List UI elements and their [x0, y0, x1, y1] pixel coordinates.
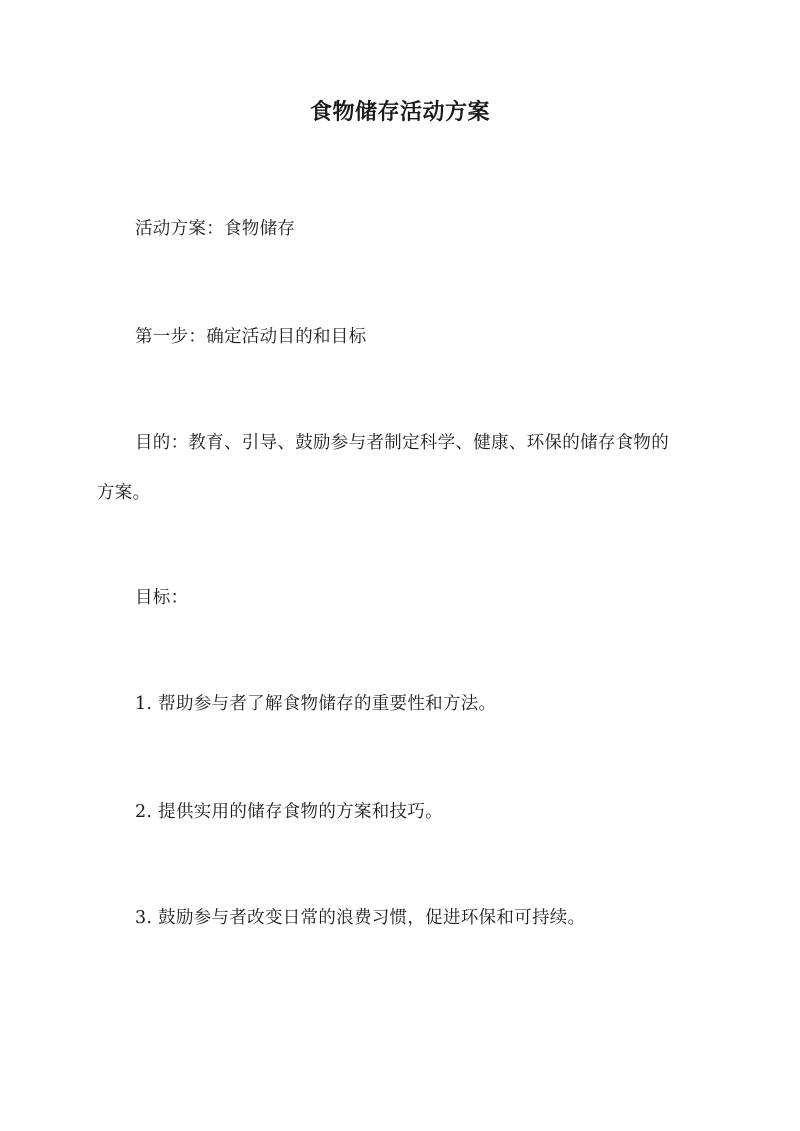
purpose-paragraph-line-2: 方案。 [97, 483, 151, 503]
activity-plan-line: 活动方案：食物储存 [135, 219, 296, 239]
purpose-paragraph-line-1: 目的：教育、引导、鼓励参与者制定科学、健康、环保的储存食物的 [135, 433, 669, 453]
goal-item-2: 2. 提供实用的储存食物的方案和技巧。 [135, 802, 443, 822]
step-one-heading: 第一步：确定活动目的和目标 [135, 327, 367, 347]
document-title: 食物储存活动方案 [309, 99, 490, 125]
goal-item-1: 1. 帮助参与者了解食物储存的重要性和方法。 [135, 694, 497, 714]
goals-heading: 目标： [135, 588, 189, 608]
goal-item-3: 3. 鼓励参与者改变日常的浪费习惯，促进环保和可持续。 [135, 908, 586, 928]
